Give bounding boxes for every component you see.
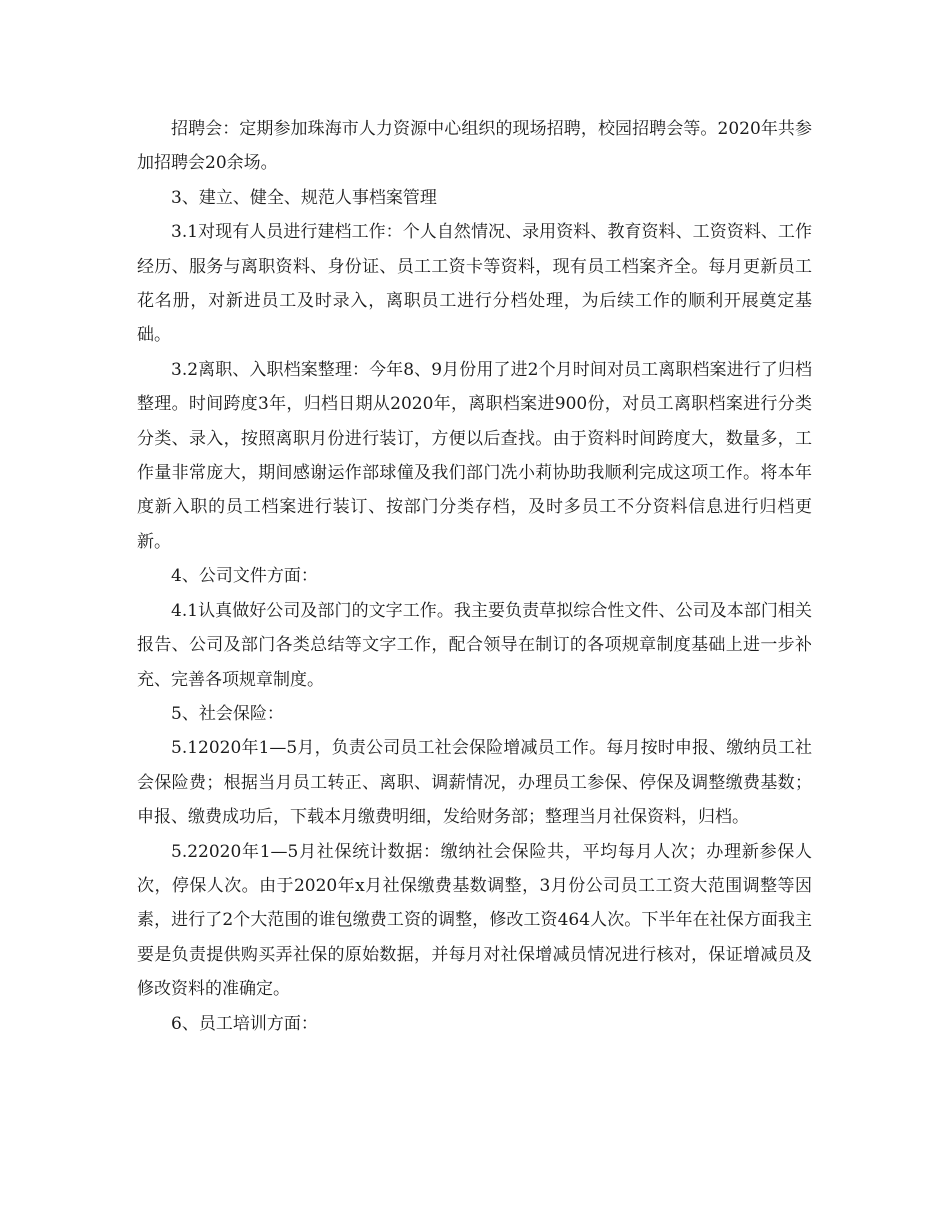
paragraph-archive-creation: 3.1对现有人员进行建档工作：个人自然情况、录用资料、教育资料、工资资料、工作经历、服务与离职资料、身份证、员工工资卡等资料，现有员工档案齐全。每月更新员工花名册，对新进员工及时录入，离职员工进行分档处理，为后续工作的顺利开展奠定基础。 [137, 222, 812, 346]
paragraph-job-fairs: 招聘会：定期参加珠海市人力资源中心组织的现场招聘，校园招聘会等。2020年共参加招聘会20余场。 [137, 119, 812, 174]
heading-company-documents: 4、公司文件方面： [171, 566, 318, 587]
heading-personnel-archives: 3、建立、健全、规范人事档案管理 [171, 187, 437, 208]
document-body [137, 112, 812, 1041]
paragraph-document-work: 4.1认真做好公司及部门的文字工作。我主要负责草拟综合性文件、公司及本部门相关报告、公司及部门各类总结等文字工作，配合领导在制订的各项规章制度基础上进一步补充、完善各项规章制度。 [137, 600, 812, 690]
paragraph-insurance-work: 5.12020年1—5月，负责公司员工社会保险增减员工作。每月按时申报、缴纳员工社会保险费；根据当月员工转正、离职、调薪情况，办理员工参保、停保及调整缴费基数；申报、缴费成功后，下载本月缴费明细，发给财务部；整理当月社保资料，归档。 [137, 738, 812, 828]
paragraph-archive-organizing: 3.2离职、入职档案整理：今年8、9月份用了进2个月时间对员工离职档案进行了归档整理。时间跨度3年，归档日期从2020年，离职档案进900份，对员工离职档案进行分类分类、录入，按照离职月份进行装订，方便以后查找。由于资料时间跨度大，数量多，工作量非常庞大，期间感谢运作部球僮及我们部门冼小莉协助我顺利完成这项工作。将本年度新入职的员工档案进行装订、按部门分类存档，及时多员工不分资料信息进行归档更新。 [137, 359, 812, 552]
heading-social-insurance: 5、社会保险： [171, 703, 284, 724]
paragraph-insurance-statistics: 5.22020年1—5月社保统计数据：缴纳社会保险共，平均每月人次；办理新参保人次，停保人次。由于2020年x月社保缴费基数调整，3月份公司员工工资大范围调整等因素，进行了2个大范围的谁包缴费工资的调整，修改工资464人次。下半年在社保方面我主要是负责提供购买弄社保的原始数据，并每月对社保增减员情况进行核对，保证增减员及修改资料的准确定。 [137, 841, 812, 1000]
heading-employee-training: 6、员工培训方面： [171, 1013, 318, 1034]
